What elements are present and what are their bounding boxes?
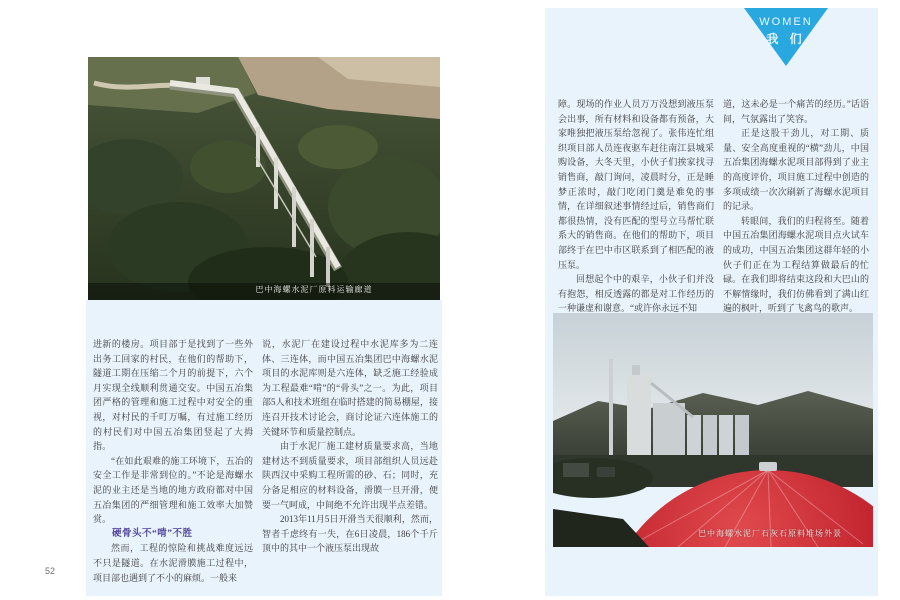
paragraph: 说，水泥厂在建设过程中水泥库多为二连体、三连体，而中国五冶集团巴中海螺水泥项目的水泥库则是六连体，缺乏施工经验成为工程最难“啃”的“骨头”之一。为此，项目部5人和技术班组在临时搭建的简易棚屋，接连召开技术讨论会，商讨论证六连体施工的关键环节和质量控制点。 (262, 339, 438, 437)
photo-limestone-dome (553, 313, 873, 547)
paragraph: 正是这股干劲儿，对工期、质量、安全高度重视的“横”劲儿，中国五冶集团海螺水泥项目部得到了业主的高度评价，项目施工过程中创造的多项成绩一次次刷新了海螺水泥项目的记录。 (723, 128, 869, 212)
paragraph: 道，这未必是一个痛苦的经历。”话语间，气氛露出了笑容。 (723, 99, 869, 124)
paragraph: 由于水泥厂施工建材质量要求高，当地建材达不到质量要求，项目部组织人员远赴陕西汉中采购工程所需的砂、石；同时，充分备足相应的材料设备，滑膜一旦开滑，便要一气呵成，中间绝不允许出现半点差错。 (262, 441, 438, 510)
right-column-2 (723, 97, 869, 331)
conveyor-photo-art (88, 57, 440, 300)
photo-caption-right: 巴中海螺水泥厂石灰石原料堆场外景 (698, 529, 842, 538)
tab-label-english: WOMEN (759, 16, 813, 28)
page-number: 52 (45, 566, 56, 576)
paragraph: “在如此艰难的施工环境下，五冶的安全工作是非常到位的。”不论是海螺水泥的业主还是当地的地方政府都对中国五冶集团的严细管理和施工效率大加赞赏。 (93, 455, 253, 525)
photo-conveyor-gallery (88, 57, 440, 300)
paragraph: 2013年11月5日开滑当天很顺利，然而，智者千虑终有一失，在6日凌晨，186个千斤顶中的其中一个液压泵出现故 (262, 514, 438, 554)
paragraph: 转眼间，我们的归程将至。随着中国五冶集团海螺水泥项目点火试车的成功，中国五冶集团这群年轻的小伙子们正在为工程结算做最后的忙碌。在我们即将结束这段和大巴山的不解情缘时，我们仿佛看到了满山红遍的枫叶，听到了飞禽鸟的歌声。 (723, 215, 869, 314)
left-column-1 (93, 337, 253, 585)
photo-caption-left: 巴中海螺水泥厂原料运输廊道 (255, 285, 373, 294)
paragraph: 回想起个中的艰辛，小伙子们并没有抱怨，相反透露的都是对工作经历的一种谦虚和谢意。“或许你永远不知 (558, 274, 714, 314)
tab-label-chinese: 我 们 (766, 32, 806, 46)
paragraph: 障。现场的作业人员万万没想到液压泵会出事，所有材料和设备都有预备，大家唯独把液压泵给忽视了。张伟连忙组织项目部人员连夜驱车赶往南江县城采购设备，大冬天里，小伙子们挨家找寻销售商，敲门询问，凌晨时分，正是睡梦正浓时，敲门吃闭门羹是难免的事情，在详细叙述事情经过后，销售商们都很热情，没有匹配的型号立马帮忙联系大的销售商。在他们的帮助下，项目部终于在巴中市区联系到了相匹配的液压泵。 (558, 99, 714, 270)
right-column-1 (558, 97, 714, 331)
corner-tab (744, 8, 828, 66)
dome-photo-art (553, 313, 873, 547)
paragraph: 然而，工程的惊险和挑战难度远远不只是隧道。在水泥滑膜施工过程中，项目部也遇到了不小的麻烦。一般来 (93, 543, 253, 583)
paragraph: 进新的楼房。项目部于是找到了一些外出务工回家的村民，在他们的帮助下，隧道工期在压缩二个月的前提下，六个月实现全线顺利贯通交安。中国五冶集团严格的管理和施工过程中对安全的重视，对村民的千叮万嘱，有过施工经历的村民们对中国五冶集团竖起了大拇指。 (93, 339, 253, 452)
left-page-text (93, 337, 438, 585)
left-column-2 (262, 337, 438, 585)
right-page-text (558, 97, 869, 331)
section-heading: 硬骨头不“啃”不胜 (112, 528, 193, 539)
